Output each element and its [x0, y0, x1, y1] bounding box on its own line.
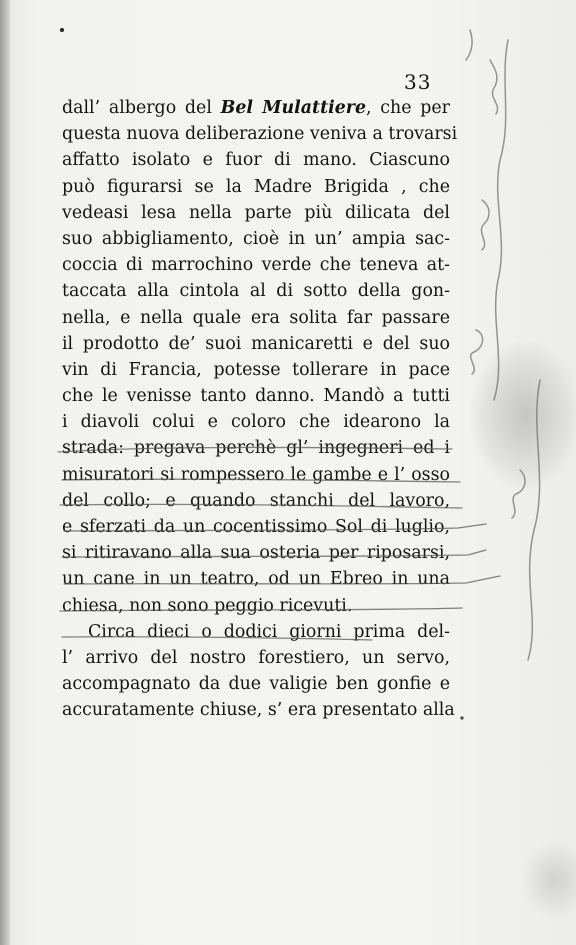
- margin-handwriting-stroke: [481, 200, 489, 250]
- binding-shadow: [0, 0, 10, 945]
- text-line: chiesa, non sono peggio ricevuti.: [62, 595, 353, 616]
- text-line: il prodotto de’ suoi manicaretti e del suo: [62, 333, 450, 354]
- text-line: taccata alla cintola al di sotto della gon-: [62, 281, 450, 302]
- text-line: si ritiravano alla sua osteria per riposarsi,: [62, 543, 450, 564]
- text-line: vin di Francia, potesse tollerare in pace: [62, 359, 450, 380]
- text-line: l’ arrivo del nostro forestiero, un servo,: [62, 647, 450, 668]
- text-line: suo abbigliamento, cioè in un’ ampia sac-: [62, 228, 450, 249]
- text-line: un cane in un teatro, od un Ebreo in una: [62, 569, 450, 590]
- margin-handwriting-stroke: [490, 60, 498, 114]
- paper-stain: [470, 340, 576, 490]
- text-line: misuratori si rompessero le gambe e l’ osso: [62, 464, 450, 485]
- text-line: vedeasi lesa nella parte più dilicata del: [62, 202, 450, 223]
- text-line: può figurarsi se la Madre Brigida , che: [62, 176, 450, 197]
- text-line: accuratamente chiuse, s’ era presentato alla: [62, 700, 455, 721]
- text-line: strada: pregava perchè gl’ ingegneri ed i: [62, 438, 450, 459]
- text-line: nella, e nella quale era solita far passare: [62, 307, 450, 328]
- text-line: del collo; e quando stanchi del lavoro,: [62, 490, 450, 511]
- margin-handwriting-stroke: [466, 30, 472, 60]
- text-line: coccia di marrochino verde che teneva at-: [62, 255, 450, 276]
- margin-handwriting-stroke: [471, 330, 483, 374]
- ink-speck: [60, 28, 64, 32]
- italic-name: Bel Mulattiere: [220, 98, 367, 118]
- text-line: i diavoli colui e coloro che idearono la: [62, 412, 450, 433]
- pencil-dot: [460, 716, 463, 719]
- text-line: dall’ albergo del Bel Mulattiere, che per: [62, 98, 450, 118]
- text-line: e sferzati da un cocentissimo Sol di luglio,: [62, 517, 450, 537]
- text-line-paragraph-start: Circa dieci o dodici giorni prima del-: [88, 621, 450, 642]
- paper-stain-corner: [520, 840, 576, 920]
- text-line: affatto isolato e fuor di mano. Ciascuno: [62, 150, 450, 171]
- text-line: che le venisse tanto danno. Mandò a tutti: [62, 386, 450, 407]
- text-line: accompagnato da due valigie ben gonfie e: [62, 674, 450, 695]
- page-number: 33: [404, 70, 432, 94]
- body-text: [62, 95, 458, 724]
- text-line: questa nuova deliberazione veniva a trovarsi: [62, 124, 458, 145]
